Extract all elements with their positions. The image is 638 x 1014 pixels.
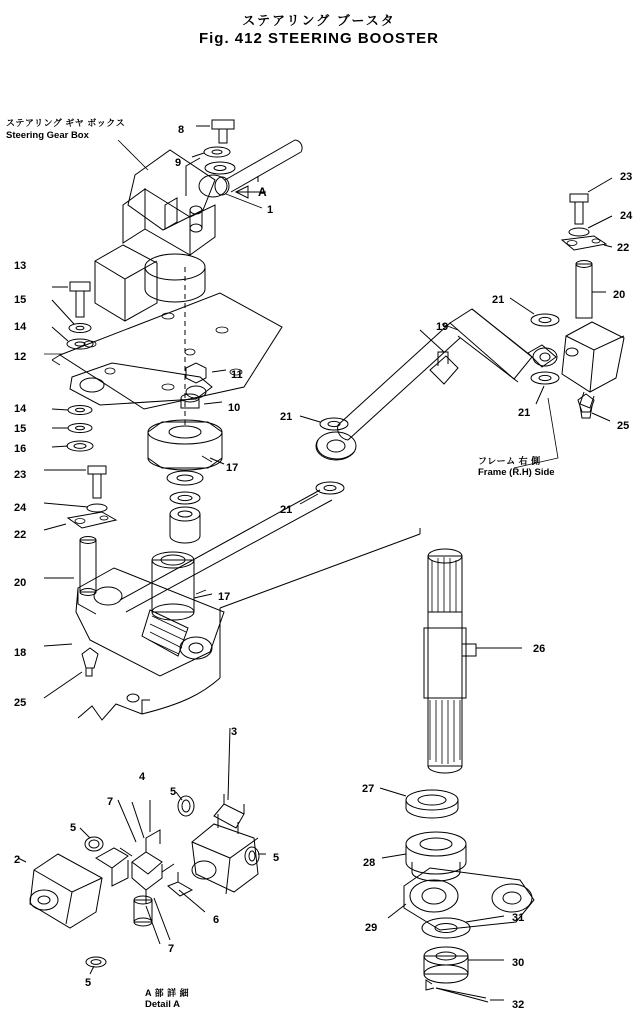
callout-16: 16 (14, 443, 27, 455)
callout-22: 22 (617, 242, 630, 254)
callout-24: 24 (620, 210, 633, 222)
mount-17-upper (148, 267, 224, 543)
callout-14: 14 (14, 403, 27, 415)
figure-title-japanese: ステアリング ブースタ (242, 13, 396, 28)
svg-text:A: A (258, 185, 267, 199)
callout-15: 15 (14, 294, 27, 306)
callout-20: 20 (14, 577, 27, 589)
callout-19: 19 (436, 321, 449, 333)
pin-20-right (576, 261, 606, 319)
washer-9-group (192, 147, 235, 174)
callout-5: 5 (70, 822, 77, 834)
callout-21: 21 (280, 504, 293, 516)
callout-10: 10 (228, 402, 241, 414)
callout-21: 21 (492, 294, 505, 306)
mount-17-lower (152, 552, 212, 620)
bolt-13-group (52, 282, 90, 317)
yoke-assembly-2 (18, 848, 128, 928)
callout-14: 14 (14, 321, 27, 333)
cotter-pin-32 (426, 980, 504, 1002)
clamp-22-right (562, 236, 612, 250)
yoke-assembly-3 (192, 728, 258, 894)
callout-21: 21 (518, 407, 531, 419)
steering-gear-box-group (95, 140, 302, 321)
callout-25: 25 (617, 420, 630, 432)
callout-5: 5 (85, 977, 92, 989)
callout-32: 32 (512, 999, 525, 1011)
detail-marker (78, 528, 420, 720)
detail-label-jp: A 部 詳 細 (145, 988, 190, 998)
callout-29: 29 (365, 922, 378, 934)
callout-6: 6 (213, 914, 220, 926)
washer-stack-left (52, 406, 93, 452)
bolt-23-right (570, 178, 612, 224)
bracket-18 (44, 568, 224, 676)
bolt-23-left (44, 466, 106, 498)
callout-9: 9 (175, 157, 182, 169)
frame-rh-label-en: Frame (R.H) Side (478, 467, 555, 478)
callout-25: 25 (14, 697, 27, 709)
washer-15-group (52, 300, 91, 333)
callout-4: 4 (139, 771, 146, 783)
callout-23: 23 (14, 469, 27, 481)
callout-30: 30 (512, 957, 525, 969)
callout-17: 17 (218, 591, 231, 603)
figure-title-english: Fig. 412 STEERING BOOSTER (198, 30, 440, 47)
bolt-8-group (196, 120, 234, 143)
nut-30 (424, 947, 504, 983)
callout-26: 26 (533, 643, 546, 655)
callout-22: 22 (14, 529, 27, 541)
callout-23: 23 (620, 171, 633, 183)
callout-8: 8 (178, 124, 185, 136)
callout-11: 11 (231, 369, 243, 381)
callout-3: 3 (231, 726, 238, 738)
callout-1: 1 (267, 204, 274, 216)
pin-20-left (44, 537, 96, 596)
grease-fitting-25-right (578, 394, 610, 421)
callout-5: 5 (170, 786, 177, 798)
bearing-28 (382, 832, 466, 881)
callout-12: 12 (14, 351, 27, 363)
callout-2: 2 (14, 854, 21, 866)
clamp-22-left (44, 512, 116, 530)
callout-21: 21 (280, 411, 293, 423)
callout-31: 31 (512, 912, 525, 924)
seal-27 (380, 788, 458, 818)
callout-28: 28 (363, 857, 376, 869)
washer-24-left (44, 503, 107, 512)
callout-27: 27 (362, 783, 375, 795)
output-shaft-26 (424, 549, 522, 773)
frame-rh-label-jp: フレーム 右 側 (478, 456, 541, 466)
callout-24: 24 (14, 502, 27, 514)
callout-15: 15 (14, 423, 27, 435)
nut-11-group (186, 363, 226, 383)
callout-5: 5 (273, 852, 280, 864)
callout-13: 13 (14, 260, 27, 272)
callout-17: 17 (226, 462, 239, 474)
detail-label-en: Detail A (145, 999, 181, 1010)
bearing-cup-6 (134, 872, 205, 926)
grease-fitting-25-left (44, 648, 98, 698)
callout-18: 18 (14, 647, 27, 659)
steering-gear-box-label-jp: ステアリング ギヤ ボックス (6, 118, 126, 128)
callout-7: 7 (168, 943, 175, 955)
washer-14-group (52, 327, 93, 349)
callout-7: 7 (107, 796, 114, 808)
steering-gear-box-label-en: Steering Gear Box (6, 130, 89, 141)
callout-20: 20 (613, 289, 626, 301)
